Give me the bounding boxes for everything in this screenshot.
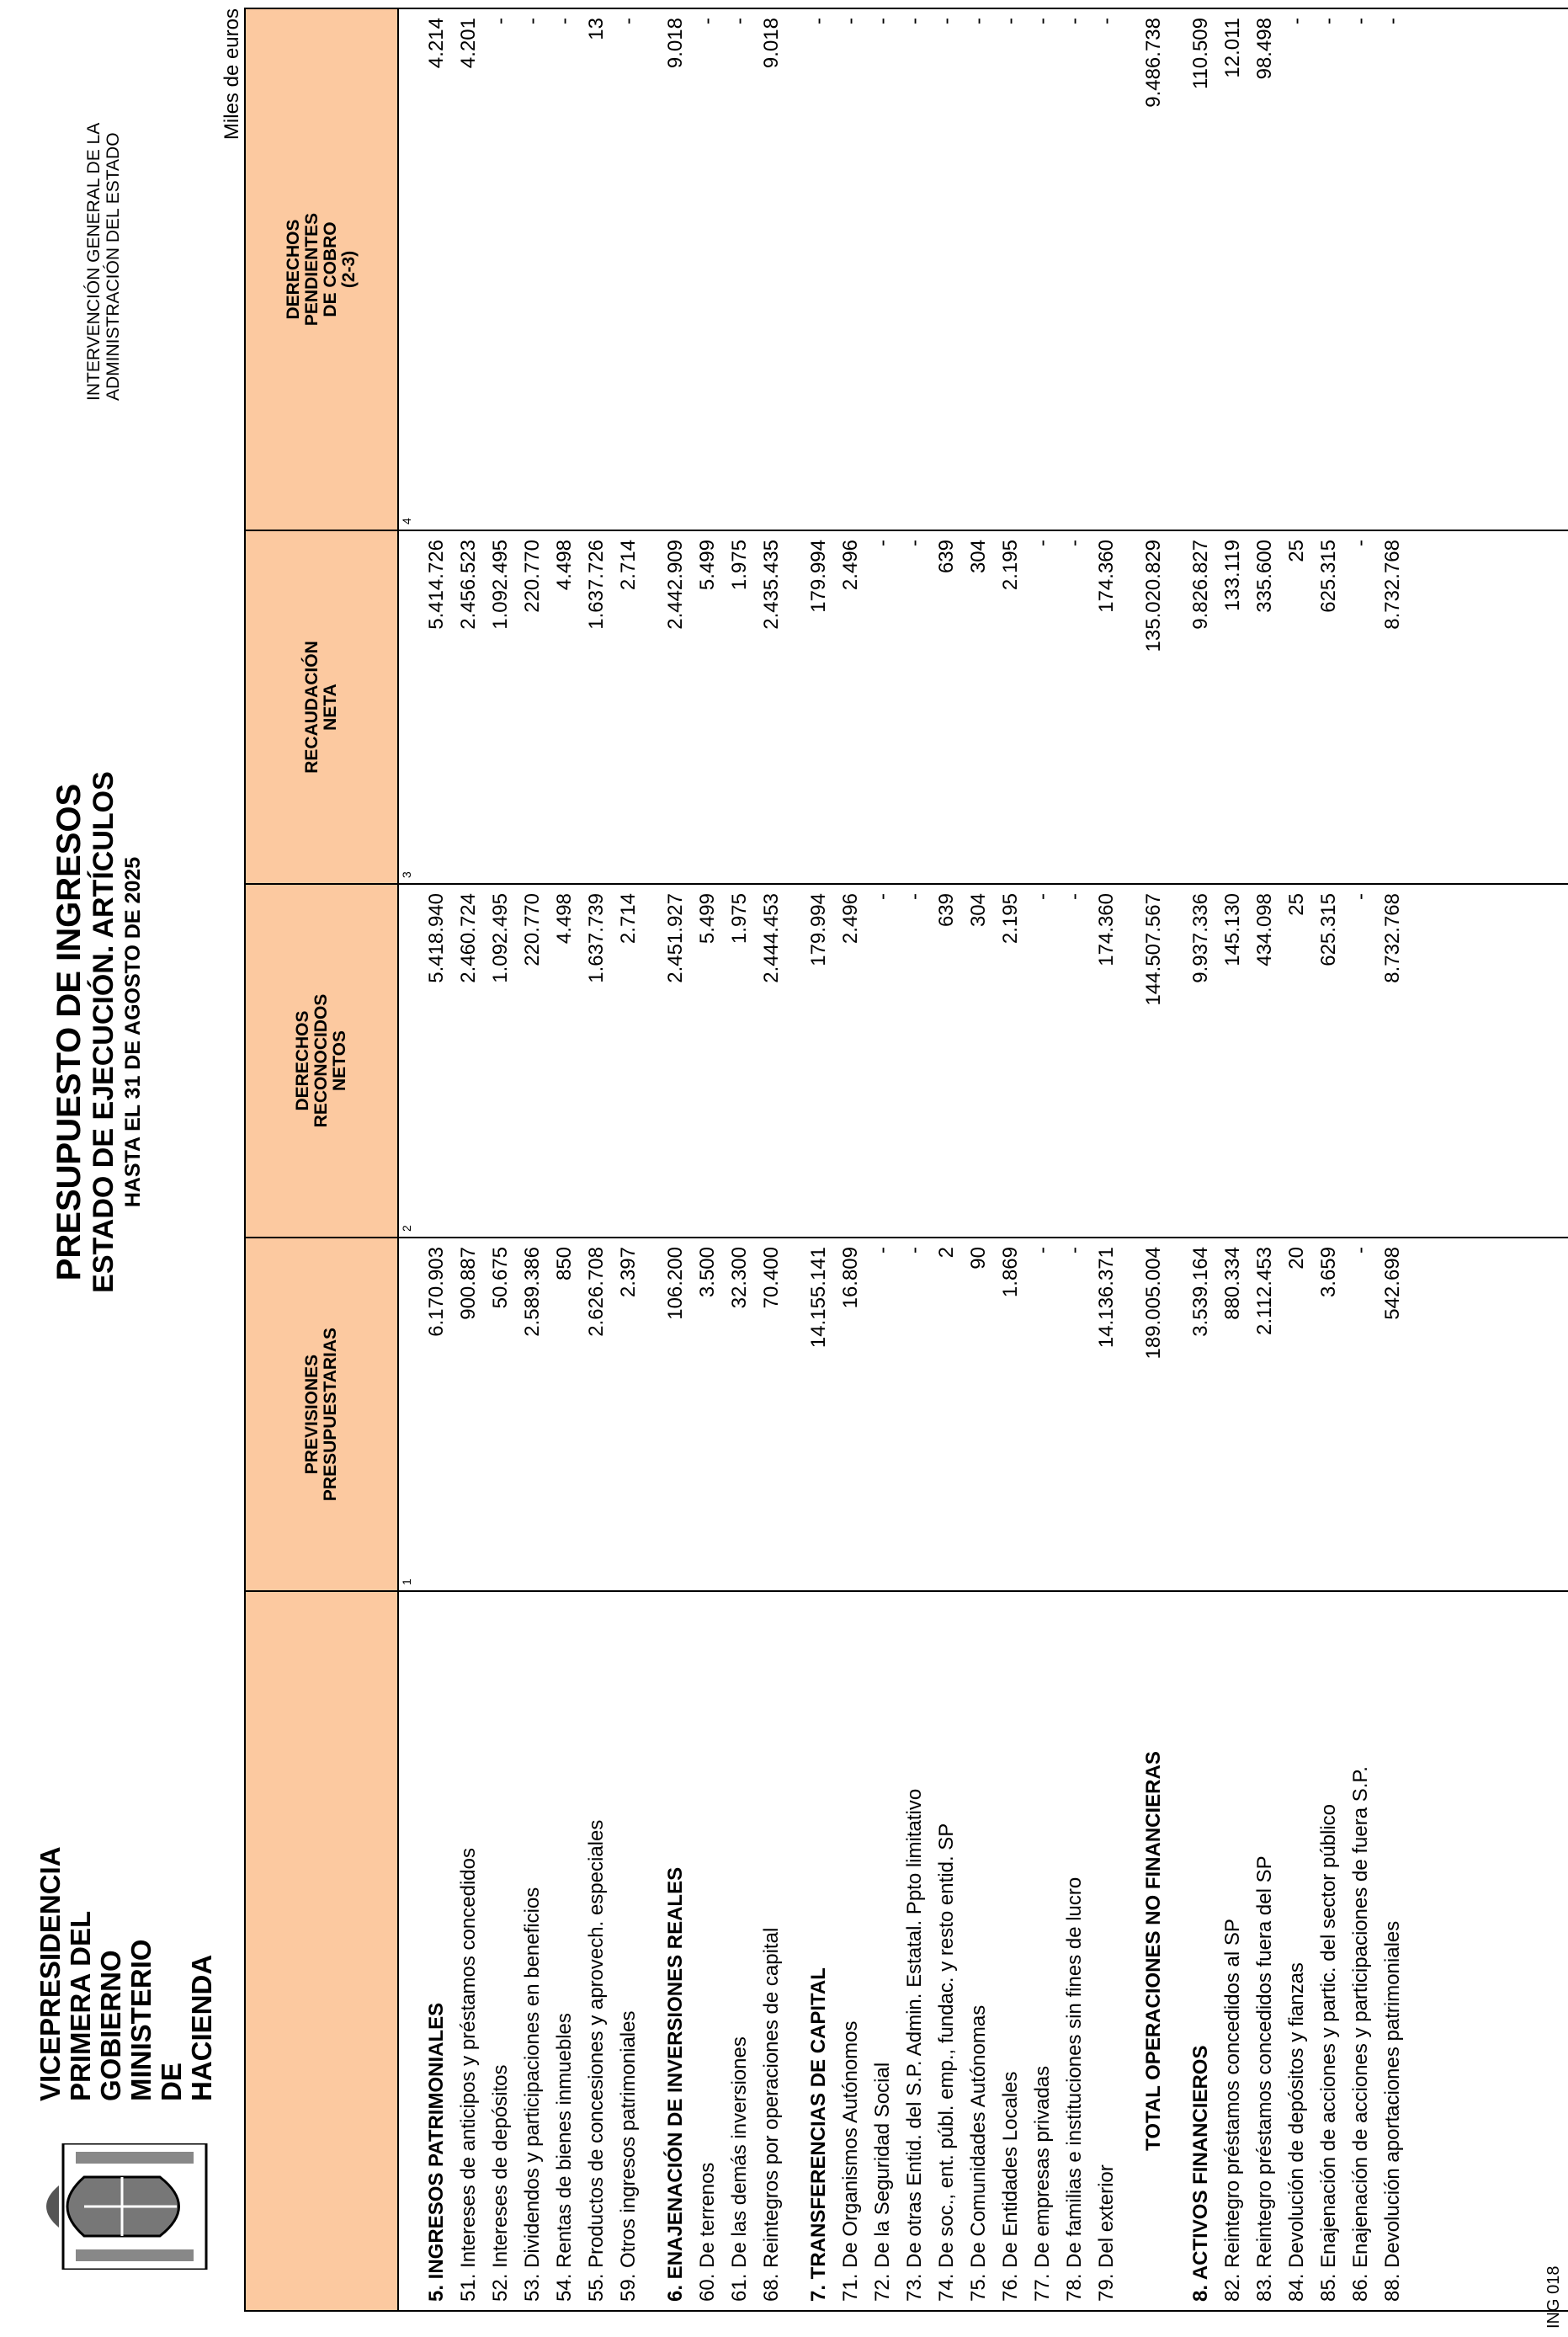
column-number-row — [398, 8, 421, 2311]
row-label: TOTAL OPERACIONES NO FINANCIERAS — [1138, 1591, 1170, 2311]
value-cell: 25 — [1281, 884, 1313, 1238]
row-label: 75. De Comunidades Autónomas — [963, 1591, 995, 2311]
spacer-row — [788, 8, 803, 2311]
value-cell: - — [1377, 8, 1409, 530]
value-cell: 1.637.739 — [581, 884, 613, 1238]
table-row — [517, 8, 549, 2311]
row-label: 84. Devolución de depósitos y fianzas — [1281, 1591, 1313, 2311]
spacer-cell — [1170, 1591, 1185, 2311]
value-cell: 900.887 — [453, 1238, 485, 1591]
value-cell: 9.486.738 — [1138, 8, 1170, 530]
value-cell: 90 — [963, 1238, 995, 1591]
spacer-row — [645, 8, 660, 2311]
row-label: 60. De terrenos — [692, 1591, 724, 2311]
value-cell: 2.397 — [613, 1238, 645, 1591]
value-cell: 434.098 — [1249, 884, 1281, 1238]
page-subtitle: ESTADO DE EJECUCIÓN. ARTÍCULOS — [88, 771, 120, 1293]
spacer-cell — [1170, 1238, 1185, 1591]
spacer-cell — [645, 8, 660, 530]
value-cell: - — [1027, 884, 1059, 1238]
table-row — [581, 8, 613, 2311]
spacer-cell — [1123, 884, 1138, 1238]
table-row — [1059, 8, 1091, 2311]
row-label: 51. Intereses de anticipos y préstamos concedidos — [453, 1591, 485, 2311]
row-label: 73. De otras Entid. del S.P. Admin. Estatal. Ppto limitativo — [899, 1591, 931, 2311]
ministry-name: MINISTERIO DE HACIENDA — [125, 1939, 217, 2101]
row-label: 55. Productos de concesiones y aprovech. especiales — [581, 1591, 613, 2311]
value-cell: 145.130 — [1217, 884, 1249, 1238]
spacer-cell — [1123, 1238, 1138, 1591]
spacer-cell — [645, 1591, 660, 2311]
value-cell: 70.400 — [756, 1238, 788, 1591]
spacer-cell — [1123, 1591, 1138, 2311]
column-number — [398, 1591, 421, 2311]
value-cell: 14.136.371 — [1091, 1238, 1123, 1591]
value-cell: 14.155.141 — [803, 1238, 835, 1591]
value-cell: - — [724, 8, 756, 530]
value-cell: 3.659 — [1313, 1238, 1345, 1591]
value-cell: 2.496 — [835, 530, 867, 884]
value-cell: 32.300 — [724, 1238, 756, 1591]
value-cell: 2.460.724 — [453, 884, 485, 1238]
table-row — [453, 8, 485, 2311]
value-cell: - — [835, 8, 867, 530]
value-cell: - — [1059, 1238, 1091, 1591]
row-label: 79. Del exterior — [1091, 1591, 1123, 2311]
value-cell: 639 — [931, 884, 963, 1238]
document-ref: ING 018 — [1544, 2265, 1563, 2329]
value-cell: 133.119 — [1217, 530, 1249, 884]
intervention-label: INTERVENCIÓN GENERAL DE LA ADMINISTRACIÓN DEL ESTADO — [84, 122, 123, 401]
value-cell: - — [899, 1238, 931, 1591]
value-cell: 174.360 — [1091, 530, 1123, 884]
value-cell: 625.315 — [1313, 884, 1345, 1238]
value-cell: 98.498 — [1249, 8, 1281, 530]
value-cell: 220.770 — [517, 884, 549, 1238]
value-cell: 12.011 — [1217, 8, 1249, 530]
spacer-cell — [1170, 884, 1185, 1238]
table-row — [549, 8, 581, 2311]
value-cell: 9.018 — [660, 8, 692, 530]
value-cell: 625.315 — [1313, 530, 1345, 884]
value-cell: 639 — [931, 530, 963, 884]
column-header: RECAUDACIÓN NETA — [245, 530, 398, 884]
value-cell: - — [1059, 8, 1091, 530]
table-end-cell — [1409, 1238, 1568, 1591]
spacer-cell — [645, 530, 660, 884]
table-row — [1313, 8, 1345, 2311]
spacer-cell — [1170, 530, 1185, 884]
value-cell: 110.509 — [1185, 8, 1217, 530]
value-cell: - — [963, 8, 995, 530]
value-cell: 220.770 — [517, 530, 549, 884]
row-label: 74. De soc., ent. públ. emp., fundac. y resto entid. SP — [931, 1591, 963, 2311]
value-cell: 1.637.726 — [581, 530, 613, 884]
row-label: 85. Enajenación de acciones y partic. del sector público — [1313, 1591, 1345, 2311]
value-cell: 2.195 — [995, 884, 1027, 1238]
value-cell: 5.499 — [692, 884, 724, 1238]
value-cell: 2.195 — [995, 530, 1027, 884]
value-cell: 2.112.453 — [1249, 1238, 1281, 1591]
table-row — [867, 8, 899, 2311]
value-cell: 144.507.567 — [1138, 884, 1170, 1238]
spacer-row — [1170, 8, 1185, 2311]
table-row — [1345, 8, 1377, 2311]
group-row — [803, 8, 835, 2311]
value-cell: 2.714 — [613, 530, 645, 884]
value-cell: 179.994 — [803, 530, 835, 884]
table-row — [1249, 8, 1281, 2311]
table-end-cell — [1409, 530, 1568, 884]
value-cell: - — [692, 8, 724, 530]
value-cell: 2.456.523 — [453, 530, 485, 884]
value-cell: 2.589.386 — [517, 1238, 549, 1591]
header-left — [17, 1846, 269, 2270]
column-number: 3 — [398, 530, 421, 884]
table-row — [1091, 8, 1123, 2311]
value-cell: 25 — [1281, 530, 1313, 884]
value-cell: 8.732.768 — [1377, 530, 1409, 884]
value-cell: 4.498 — [549, 884, 581, 1238]
value-cell: 4.498 — [549, 530, 581, 884]
row-label: 76. De Entidades Locales — [995, 1591, 1027, 2311]
spacer-cell — [645, 1238, 660, 1591]
column-header: DERECHOS PENDIENTES DE COBRO (2-3) — [245, 8, 398, 530]
row-label: 7. TRANSFERENCIAS DE CAPITAL — [803, 1591, 835, 2311]
spacer-cell — [788, 884, 803, 1238]
column-number: 4 — [398, 8, 421, 530]
row-label: 68. Reintegros por operaciones de capital — [756, 1591, 788, 2311]
table-row — [692, 8, 724, 2311]
value-cell: 179.994 — [803, 884, 835, 1238]
row-label: 6. ENAJENACIÓN DE INVERSIONES REALES — [660, 1591, 692, 2311]
title-block — [50, 611, 146, 1453]
row-label: 5. INGRESOS PATRIMONIALES — [421, 1591, 453, 2311]
value-cell: - — [1027, 530, 1059, 884]
column-header: DERECHOS RECONOCIDOS NETOS — [245, 884, 398, 1238]
value-cell: - — [899, 8, 931, 530]
table-row — [1027, 8, 1059, 2311]
table-row — [485, 8, 517, 2311]
value-cell: 13 — [581, 8, 613, 530]
value-cell: - — [1027, 1238, 1059, 1591]
group-row — [660, 8, 692, 2311]
value-cell: - — [1345, 1238, 1377, 1591]
spacer-cell — [788, 530, 803, 884]
table-row — [995, 8, 1027, 2311]
value-cell: - — [549, 8, 581, 530]
value-cell: - — [1281, 8, 1313, 530]
value-cell: - — [1345, 530, 1377, 884]
value-cell: - — [867, 8, 899, 530]
value-cell: 1.869 — [995, 1238, 1027, 1591]
value-cell: 106.200 — [660, 1238, 692, 1591]
value-cell: 5.418.940 — [421, 884, 453, 1238]
column-header: PREVISIONES PRESUPUESTARIAS — [245, 1238, 398, 1591]
row-label: 8. ACTIVOS FINANCIEROS — [1185, 1591, 1217, 2311]
value-cell: 1.092.495 — [485, 884, 517, 1238]
coat-of-arms-icon — [34, 2143, 210, 2270]
value-cell: 9.018 — [756, 8, 788, 530]
value-cell: 542.698 — [1377, 1238, 1409, 1591]
value-cell: - — [867, 530, 899, 884]
value-cell: 2.435.435 — [756, 530, 788, 884]
group-row — [421, 8, 453, 2311]
row-label: 88. Devolución aportaciones patrimoniales — [1377, 1591, 1409, 2311]
spacer-cell — [788, 1238, 803, 1591]
value-cell: - — [613, 8, 645, 530]
header-row — [245, 8, 398, 2311]
table-end-cell — [1409, 1591, 1568, 2311]
value-cell: 2.714 — [613, 884, 645, 1238]
date-line: HASTA EL 31 DE AGOSTO DE 2025 — [121, 856, 145, 1208]
value-cell: - — [1059, 884, 1091, 1238]
row-label: 78. De familias e instituciones sin fines de lucro — [1059, 1591, 1091, 2311]
row-label: 82. Reintegro préstamos concedidos al SP — [1217, 1591, 1249, 2311]
value-cell: 20 — [1281, 1238, 1313, 1591]
value-cell: 880.334 — [1217, 1238, 1249, 1591]
value-cell: - — [803, 8, 835, 530]
value-cell: 304 — [963, 884, 995, 1238]
table-row — [1377, 8, 1409, 2311]
row-label: 86. Enajenación de acciones y participaciones de fuera S.P. — [1345, 1591, 1377, 2311]
row-label: 53. Dividendos y participaciones en beneficios — [517, 1591, 549, 2311]
value-cell: 4.201 — [453, 8, 485, 530]
value-cell: 304 — [963, 530, 995, 884]
value-cell: 1.975 — [724, 884, 756, 1238]
value-cell: 8.732.768 — [1377, 884, 1409, 1238]
row-label: 52. Intereses de depósitos — [485, 1591, 517, 2311]
table-end-row — [1409, 8, 1568, 2311]
value-cell: - — [995, 8, 1027, 530]
execution-table — [244, 8, 1568, 2312]
value-cell: 3.500 — [692, 1238, 724, 1591]
value-cell: 135.020.829 — [1138, 530, 1170, 884]
value-cell: - — [1345, 8, 1377, 530]
spacer-cell — [1170, 8, 1185, 530]
value-cell: 4.214 — [421, 8, 453, 530]
value-cell: 9.826.827 — [1185, 530, 1217, 884]
spacer-cell — [788, 8, 803, 530]
table-end-cell — [1409, 884, 1568, 1238]
value-cell: 1.975 — [724, 530, 756, 884]
spacer-cell — [1123, 530, 1138, 884]
row-label: 59. Otros ingresos patrimoniales — [613, 1591, 645, 2311]
row-label: 54. Rentas de bienes inmuebles — [549, 1591, 581, 2311]
value-cell: 1.092.495 — [485, 530, 517, 884]
column-number: 1 — [398, 1238, 421, 1591]
value-cell: 3.539.164 — [1185, 1238, 1217, 1591]
value-cell: 174.360 — [1091, 884, 1123, 1238]
value-cell: 6.170.903 — [421, 1238, 453, 1591]
value-cell: 850 — [549, 1238, 581, 1591]
value-cell: - — [867, 1238, 899, 1591]
row-label: 83. Reintegro préstamos concedidos fuera del SP — [1249, 1591, 1281, 2311]
table-row — [724, 8, 756, 2311]
value-cell: - — [867, 884, 899, 1238]
row-label: 77. De empresas privadas — [1027, 1591, 1059, 2311]
row-label: 71. De Organismos Autónomos — [835, 1591, 867, 2311]
government-name: VICEPRESIDENCIA PRIMERA DEL GOBIERNO — [35, 1846, 126, 2101]
value-cell: 5.414.726 — [421, 530, 453, 884]
value-cell: 335.600 — [1249, 530, 1281, 884]
table-row — [899, 8, 931, 2311]
row-label: 61. De las demás inversiones — [724, 1591, 756, 2311]
table-end-cell — [1409, 8, 1568, 530]
table-row — [613, 8, 645, 2311]
value-cell: - — [517, 8, 549, 530]
value-cell: 189.005.004 — [1138, 1238, 1170, 1591]
value-cell: - — [899, 530, 931, 884]
table-row — [1217, 8, 1249, 2311]
value-cell: 16.809 — [835, 1238, 867, 1591]
spacer-row — [1123, 8, 1138, 2311]
total-row — [1138, 8, 1170, 2311]
table-row — [756, 8, 788, 2311]
table-row — [931, 8, 963, 2311]
value-cell: - — [1345, 884, 1377, 1238]
group-row — [1185, 8, 1217, 2311]
value-cell: - — [485, 8, 517, 530]
column-number: 2 — [398, 884, 421, 1238]
value-cell: - — [1091, 8, 1123, 530]
page-title: PRESUPUESTO DE INGRESOS — [50, 783, 88, 1281]
table-row — [1281, 8, 1313, 2311]
value-cell: 2.444.453 — [756, 884, 788, 1238]
table-row — [963, 8, 995, 2311]
value-cell: 50.675 — [485, 1238, 517, 1591]
value-cell: 2 — [931, 1238, 963, 1591]
value-cell: - — [931, 8, 963, 530]
column-header — [245, 1591, 398, 2311]
spacer-cell — [1123, 8, 1138, 530]
table-body — [398, 8, 1568, 2311]
value-cell: 2.496 — [835, 884, 867, 1238]
spacer-cell — [645, 884, 660, 1238]
value-cell: - — [1027, 8, 1059, 530]
row-label: 72. De la Seguridad Social — [867, 1591, 899, 2311]
spacer-cell — [788, 1591, 803, 2311]
value-cell: - — [1313, 8, 1345, 530]
value-cell: - — [899, 884, 931, 1238]
table-row — [835, 8, 867, 2311]
value-cell: - — [1059, 530, 1091, 884]
value-cell: 2.626.708 — [581, 1238, 613, 1591]
value-cell: 9.937.336 — [1185, 884, 1217, 1238]
value-cell: 5.499 — [692, 530, 724, 884]
value-cell: 2.442.909 — [660, 530, 692, 884]
value-cell: 2.451.927 — [660, 884, 692, 1238]
units-label: Miles de euros — [221, 8, 243, 141]
